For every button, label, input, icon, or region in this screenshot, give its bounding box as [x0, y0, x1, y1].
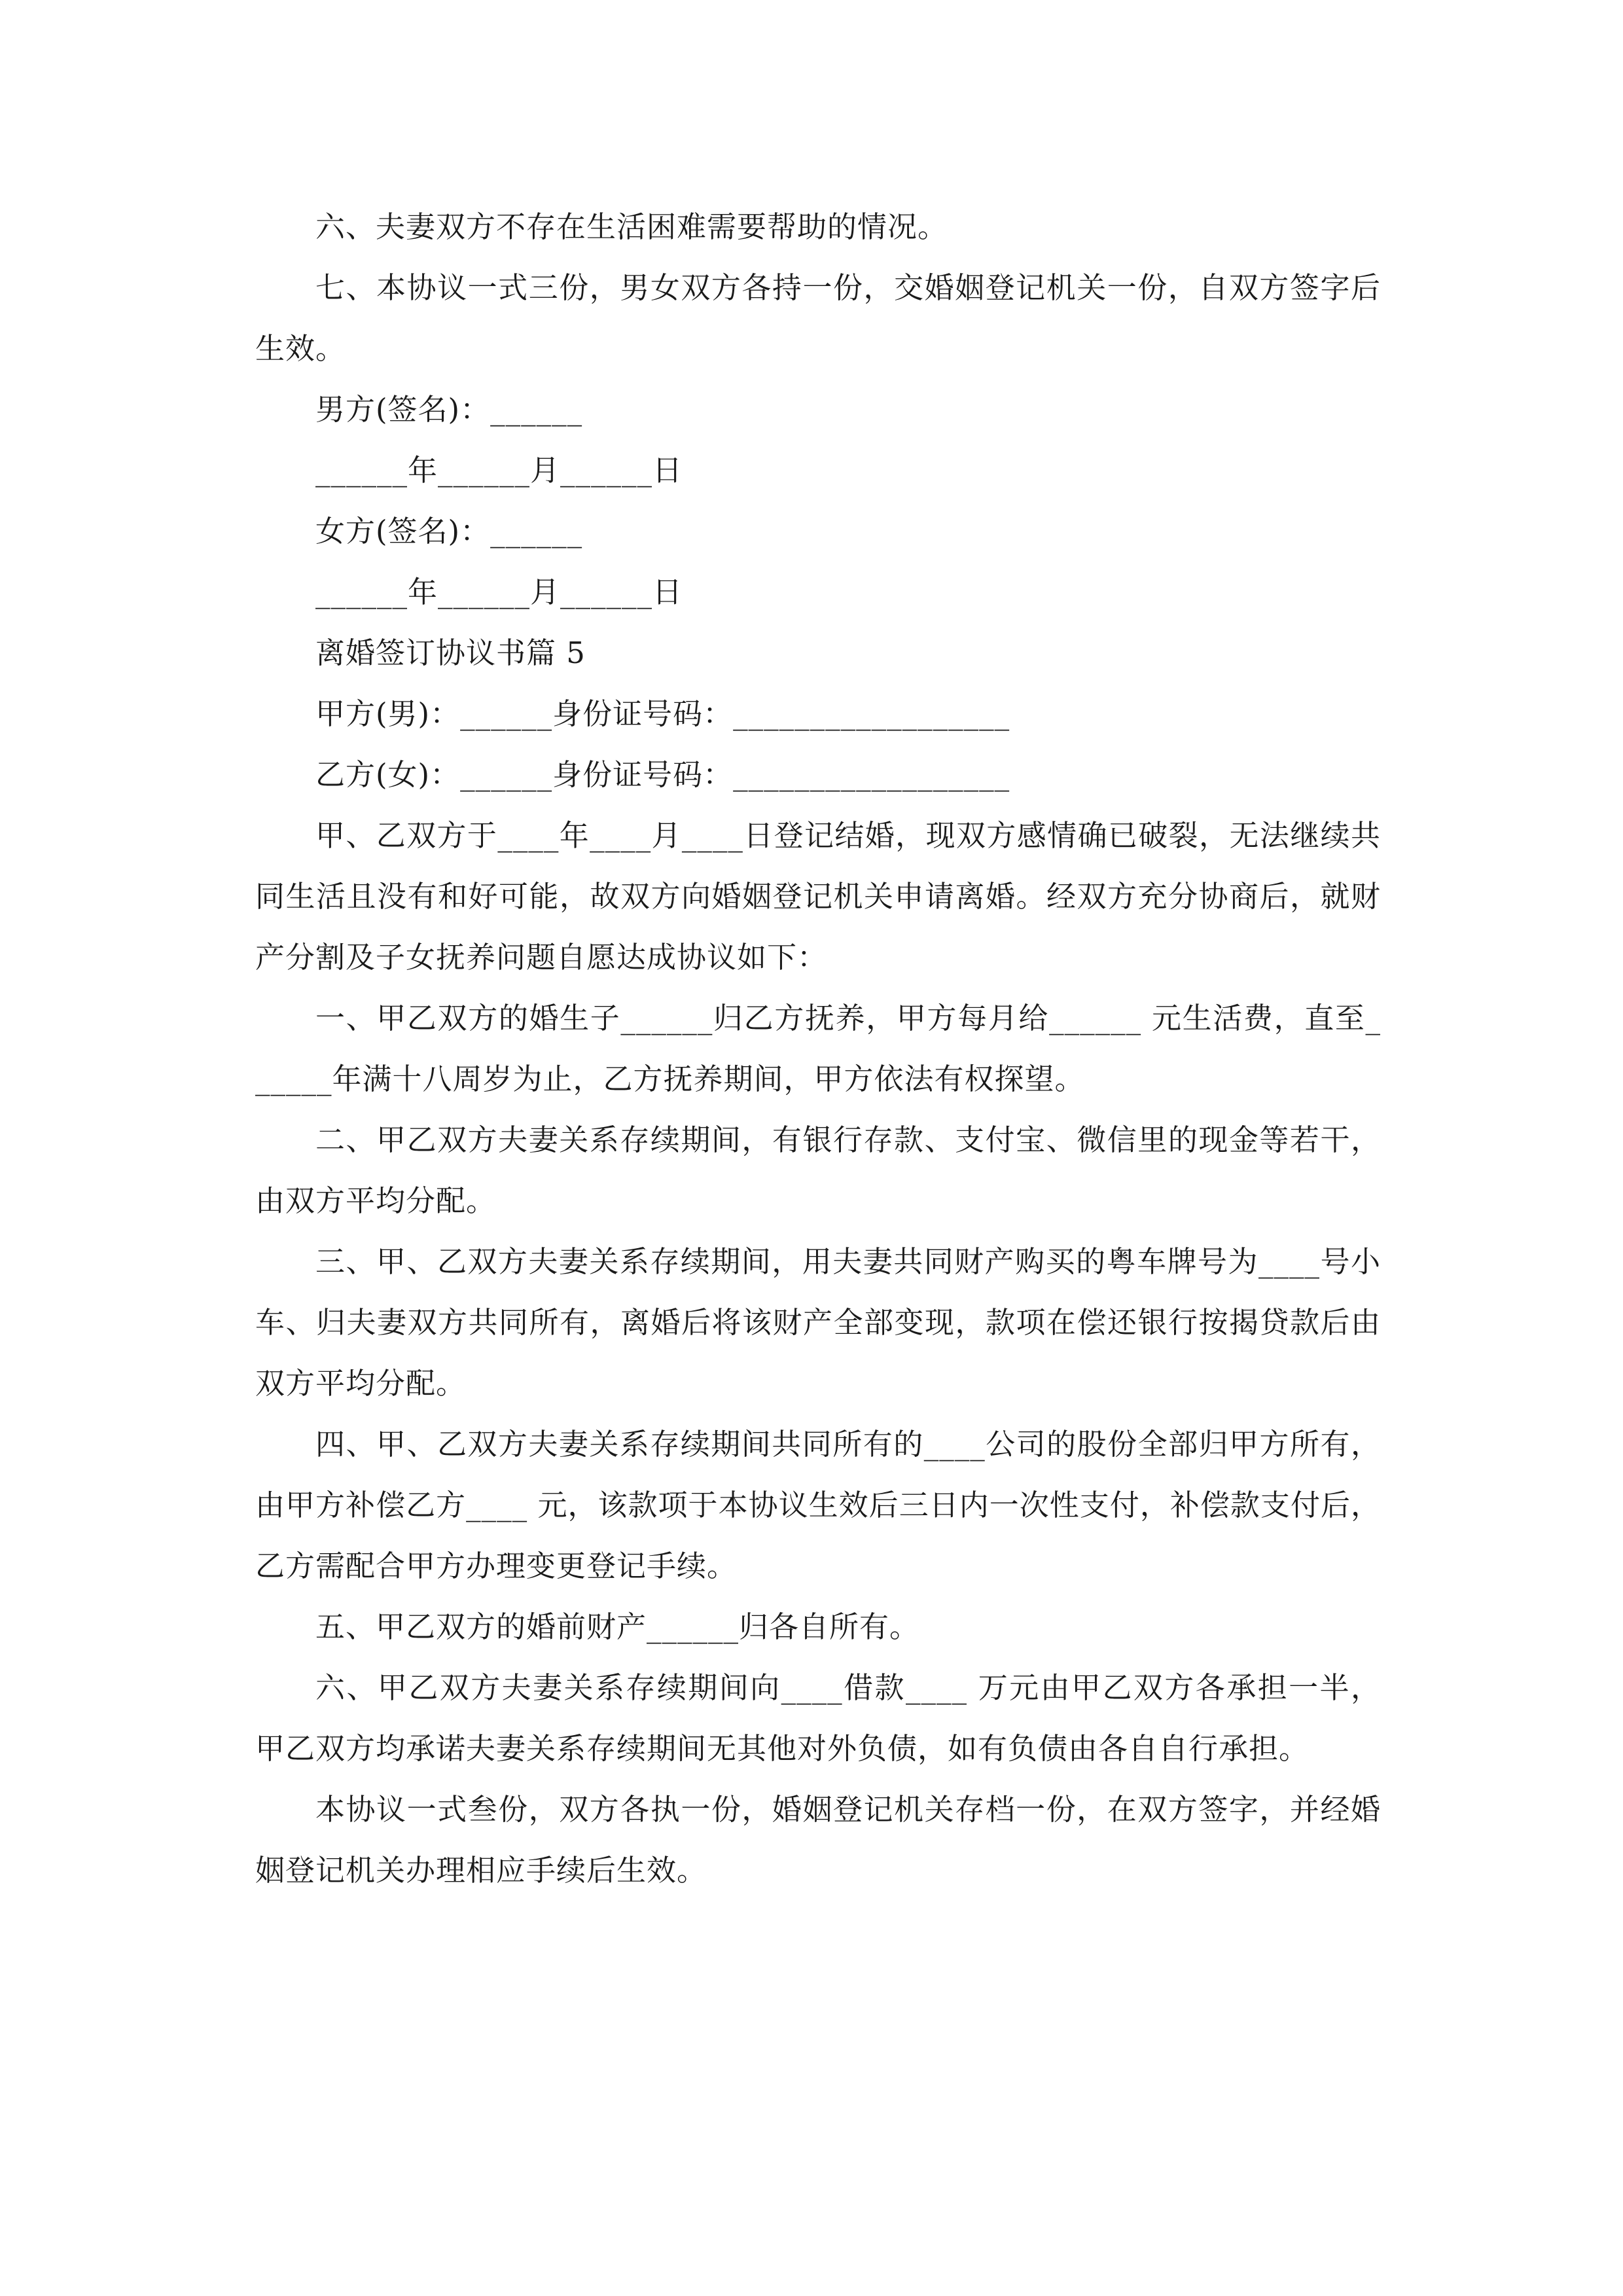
male-signature-line: 男方(签名)：______ [315, 392, 583, 427]
clause-six-no-hardship: 六、夫妻双方不存在生活困难需要帮助的情况。 [315, 209, 948, 244]
clause-two-savings: 二、甲乙双方夫妻关系存续期间，有银行存款、支付宝、微信里的现金等若干，由双方平均分配。 [255, 1122, 1381, 1218]
section-title: 离婚签订协议书篇 5 [315, 636, 586, 670]
party-a-info: 甲方(男)：______身份证号码：__________________ [315, 696, 1010, 731]
clause-four-shares: 四、甲、乙双方夫妻关系存续期间共同所有的____公司的股份全部归甲方所有，由甲方补偿乙方____ 元，该款项于本协议生效后三日内一次性支付，补偿款支付后，乙方需配合甲方办理变更登记手续。 [255, 1427, 1381, 1583]
clause-one-child-custody: 一、甲乙双方的婚生子______归乙方抚养，甲方每月给______ 元生活费，直至______年满十八周岁为止，乙方抚养期间，甲方依法有权探望。 [255, 1001, 1381, 1096]
male-signature-date: ______年______月______日 [315, 453, 683, 488]
clause-three-vehicle: 三、甲、乙双方夫妻关系存续期间，用夫妻共同财产购买的粤车牌号为____号小车、归夫妻双方共同所有，离婚后将该财产全部变现，款项在偿还银行按揭贷款后由双方平均分配。 [255, 1244, 1381, 1401]
female-signature-line: 女方(签名)：______ [315, 514, 583, 548]
clause-six-debts: 六、甲乙双方夫妻关系存续期间向____借款____ 万元由甲乙双方各承担一半，甲乙双方均承诺夫妻关系存续期间无其他对外负债，如有负债由各自自行承担。 [255, 1670, 1381, 1766]
preamble-paragraph: 甲、乙双方于____年____月____日登记结婚，现双方感情确已破裂，无法继续共同生活且没有和好可能，故双方向婚姻登记机关申请离婚。经双方充分协商后，就财产分割及子女抚养问题自愿达成协议如下： [255, 818, 1381, 975]
closing-paragraph: 本协议一式叁份，双方各执一份，婚姻登记机关存档一份，在双方签字，并经婚姻登记机关办理相应手续后生效。 [255, 1792, 1381, 1888]
clause-seven-copies: 七、本协议一式三份，男女双方各持一份，交婚姻登记机关一份，自双方签字后生效。 [255, 270, 1381, 366]
party-b-info: 乙方(女)：______身份证号码：__________________ [315, 757, 1010, 792]
clause-five-premarital-property: 五、甲乙双方的婚前财产______归各自所有。 [315, 1609, 920, 1644]
document-body [255, 196, 1381, 1901]
female-signature-date: ______年______月______日 [315, 575, 683, 609]
